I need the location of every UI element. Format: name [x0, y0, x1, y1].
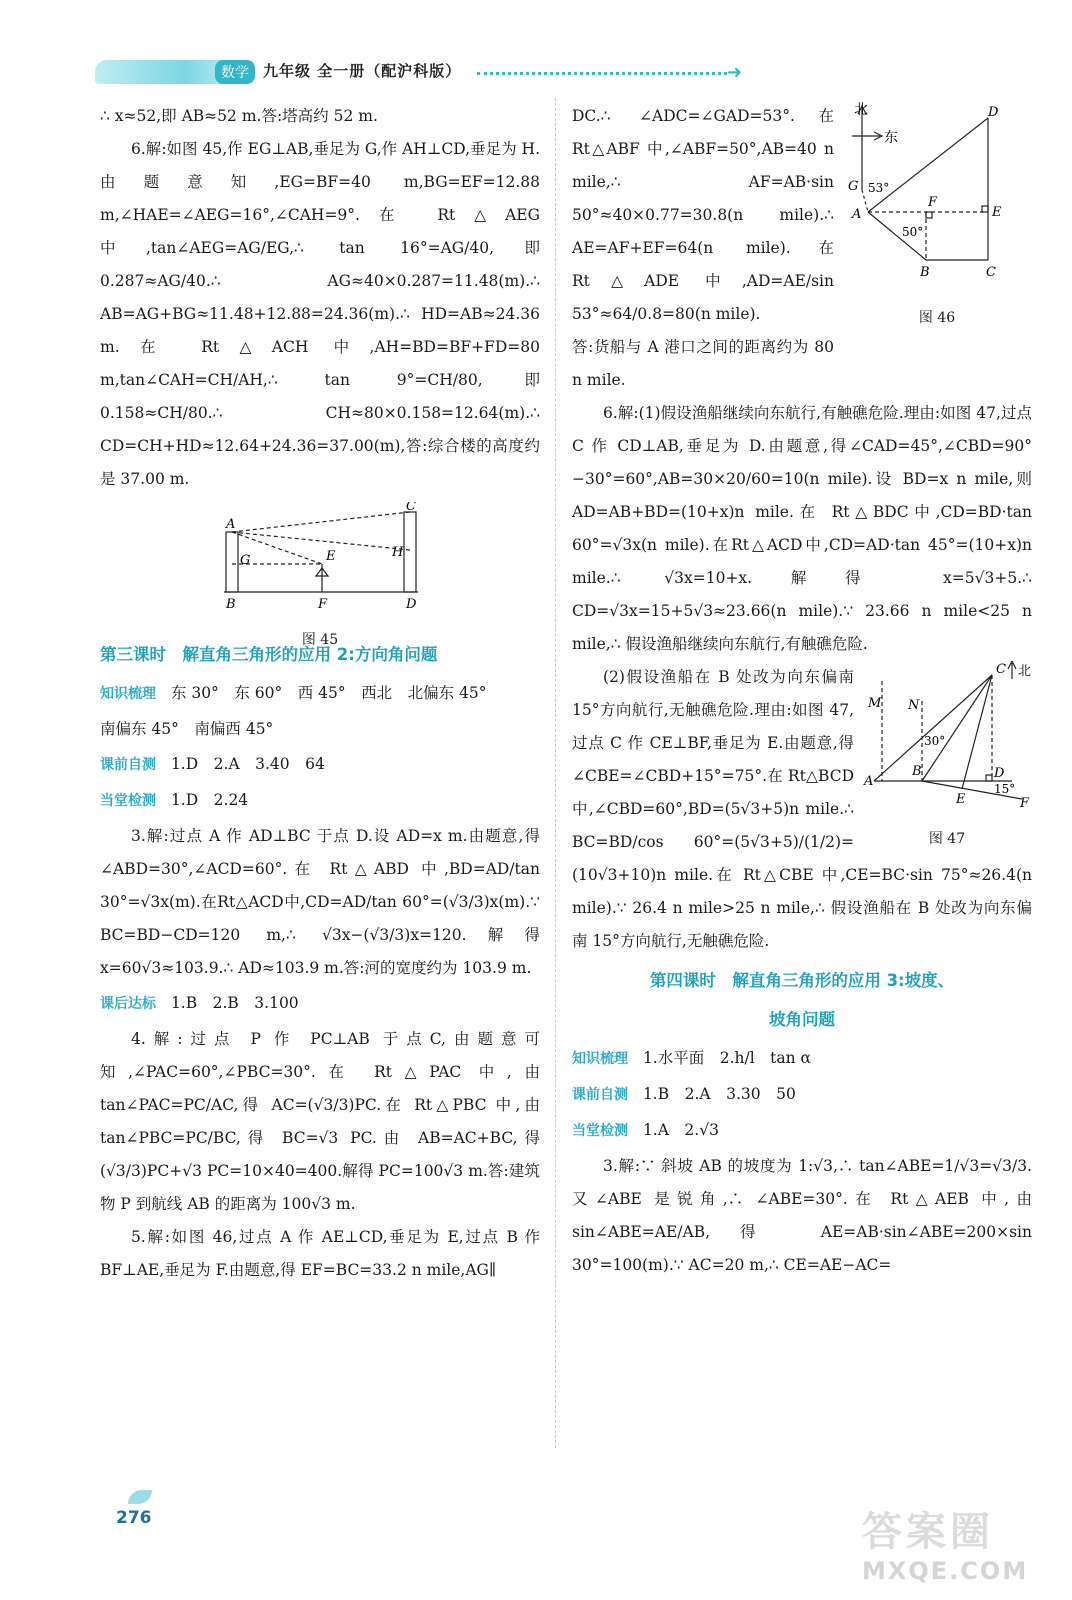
solution-6-part1: 6.解:(1)假设渔船继续向东航行,有触礁危险.理由:如图 47,过点 C 作 CD⊥AB,垂足为 D.由题意,得∠CAD=45°,∠CBD=90°−30°=60°,AB=30×20/60=10(n mile).设 BD=x n mile,则 AD=AB+BD=(10+x)n mile.在 Rt△BDC中,CD=BD·tan 60°=√3x(n mile).在Rt△ACD中,CD=AD·tan 45°=(10+x)n mile.∴ √3x=10+x.解得 x=5√3+5.∴ CD=√3x=15+5√3≈23.66(n mile).∵ 23.66 n mile<25 n mile,∴ 假设渔船继续向东航行,有触礁危险. — [572, 404, 1032, 653]
north-label: 北 — [1018, 664, 1032, 679]
label-D: D — [994, 766, 1005, 781]
left-column — [100, 100, 540, 1287]
label-A: A — [226, 517, 236, 532]
figure-caption: 图 47 — [928, 831, 966, 847]
section-answer: 1.水平面 2.h/l tan α — [642, 1049, 812, 1067]
solution-3-slope: 3.解:∵ 斜坡 AB 的坡度为 1:√3,∴ tan∠ABE=1/√3=√3/3.又∠ABE 是锐角,∴ ∠ABE=30°.在 Rt△AEB 中,由 sin∠ABE=AE/AB,得 AE=AB·sin∠ABE=200×sin 30°=100(m).∵ AC=20 m,∴ CE=AE−AC= — [572, 1157, 1032, 1274]
figure-46 — [842, 100, 1032, 335]
solution-4: 4.解:过点 P 作 PC⊥AB 于点C,由题意可知,∠PAC=60°,∠PBC=30°.在 Rt△PAC 中,由 tan∠PAC=PC/AC,得 AC=(√3/3)PC.在 Rt△PBC 中,由 tan∠PBC=PC/BC,得 BC=√3 PC.由 AB=AC+BC,得(√3/3)PC+√3 PC=10×40=400.解得 PC=100√3 m.答:建筑物 P 到航线 AB 的距离为 100√3 m. — [100, 1030, 540, 1213]
figure-45 — [100, 502, 540, 648]
label-C: C — [996, 662, 1006, 677]
figure-46-diagram — [842, 100, 1032, 290]
leaf-icon — [128, 1490, 152, 1504]
label-C: C — [406, 502, 416, 514]
section-tag: 知识梳理 — [572, 1051, 628, 1067]
page-number: 276 — [116, 1508, 152, 1528]
watermark — [862, 1500, 1052, 1590]
label-B: B — [226, 597, 236, 612]
label-F: F — [318, 597, 328, 612]
label-G: G — [848, 179, 859, 194]
label-H: H — [392, 545, 404, 560]
section-answer: 1.A 2.√3 — [642, 1121, 719, 1139]
section-zsl — [572, 1042, 1032, 1076]
label-E: E — [956, 792, 966, 807]
label-M: M — [868, 696, 882, 711]
label-B: B — [920, 265, 930, 280]
angle-50: 50° — [902, 225, 924, 239]
label-B: B — [912, 764, 922, 779]
page-header — [95, 52, 755, 92]
solution-6-part2: (2)假设渔船在 B 处改为向东偏南 15°方向航行,无触礁危险.理由:如图 47,过点 C 作 CE⊥BF,垂足为 E.由题意,得∠CBE=∠CBD+15°=75°.在 Rt△BCD 中,∠CBD=60°,BD=(5√3+5)n mile.∴ BC=BD/cos 60°=(5√3+5)/(1/2)=(10√3+10)n mile.在 Rt△CBE 中,CE=BC·sin 75°≈26.4(n mile).∵ 26.4 n mile>25 n mile,∴ 假设渔船在 B 处改为向东偏南 15°方向航行,无触礁危险. — [572, 668, 1032, 950]
section-tag: 课前自测 — [572, 1087, 628, 1103]
solution-5-cont: DC.∴ ∠ADC=∠GAD=53°.在 Rt△ABF 中,∠ABF=50°,AB=40 n mile,∴ AF=AB·sin 50°≈40×0.77=30.8(n mile).∴ AE=AF+EF=64(n mile).在 Rt△ADE 中,AD=AE/sin 53°≈64/0.8=80(n mile). — [572, 107, 834, 323]
north-label: 北 — [854, 102, 868, 118]
section-tag: 课前自测 — [100, 757, 156, 773]
section-kqzc — [572, 1078, 1032, 1112]
figure-caption: 图 46 — [918, 310, 956, 326]
label-G: G — [240, 553, 251, 568]
section-answer: 1.D 2.A 3.40 64 — [170, 755, 325, 773]
section-tag: 课后达标 — [100, 996, 156, 1012]
label-F: F — [928, 195, 938, 210]
section-dtjc — [100, 784, 540, 818]
figure-45-diagram — [100, 502, 540, 612]
answer-text: 答:货船与 A 港口之间的距离约为 80 n mile. — [572, 338, 834, 389]
section-tag: 当堂检测 — [100, 793, 156, 809]
section-zsl — [100, 677, 540, 711]
subject-badge: 数学 — [215, 60, 255, 84]
figure-47 — [862, 661, 1032, 856]
angle-30: 30° — [924, 734, 946, 748]
section-tag: 知识梳理 — [100, 686, 156, 702]
label-A: A — [852, 207, 862, 222]
figure-caption: 图 45 — [301, 632, 339, 648]
label-C: C — [986, 265, 996, 280]
watermark-top: 答案圈 — [862, 1509, 994, 1555]
section-answer: 1.B 2.A 3.30 50 — [642, 1085, 796, 1103]
header-dotted-line — [477, 72, 727, 75]
label-E: E — [326, 549, 336, 564]
east-label: 东 — [884, 130, 898, 146]
lesson-title: 第三课时 解直角三角形的应用 2:方向角问题 — [100, 645, 438, 664]
header-title: 九年级 全一册（配沪科版） — [263, 62, 462, 80]
arrow-icon: ➜ — [727, 62, 743, 83]
section-tag: 当堂检测 — [572, 1123, 628, 1139]
label-D: D — [406, 597, 417, 612]
label-A: A — [864, 774, 874, 789]
section-answer: 东 30° 东 60° 西 45° 西北 北偏东 45° — [170, 684, 487, 702]
lesson-title-cont: 坡角问题 — [769, 1010, 835, 1029]
column-divider — [555, 98, 556, 1448]
label-D: D — [988, 105, 999, 120]
solution-6: 6.解:如图 45,作 EG⊥AB,垂足为 G,作 AH⊥CD,垂足为 H.由题意知,EG=BF=40 m,BG=EF=12.88 m,∠HAE=∠AEG=16°,∠CAH=9°.在 Rt△AEG 中,tan∠AEG=AG/EG,∴ tan 16°=AG/40,即 0.287≈AG/40.∴ AG≈40×0.287=11.48(m).∴ AB=AG+BG≈11.48+12.88=24.36(m).∴ HD=AB≈24.36 m.在 Rt△ACH 中,AH=BD=BF+FD=80 m,tan∠CAH=CH/AH,∴ tan 9°=CH/80,即 0.158≈CH/80.∴ CH≈80×0.158=12.64(m).∴ CD=CH+HD≈12.64+24.36=37.00(m),答:综合楼的高度约是 37.00 m. — [100, 140, 540, 488]
answer-text: ∴ x≈52,即 AB≈52 m.答:塔高约 52 m. — [100, 107, 378, 125]
section-zsl-cont: 南偏东 45° 南偏西 45° — [100, 720, 274, 738]
label-N: N — [908, 698, 920, 713]
angle-15: 15° — [994, 782, 1016, 796]
figure-47-diagram — [862, 661, 1032, 811]
section-dtjc — [572, 1114, 1032, 1148]
angle-53: 53° — [868, 181, 890, 195]
solution-5: 5.解:如图 46,过点 A 作 AE⊥CD,垂足为 E,过点 B 作 BF⊥AE,垂足为 F.由题意,得 EF=BC=33.2 n mile,AG∥ — [100, 1228, 540, 1279]
section-answer: 1.B 2.B 3.100 — [170, 994, 299, 1012]
section-kqzc — [100, 748, 540, 782]
solution-3: 3.解:过点 A 作 AD⊥BC 于点 D.设 AD=x m.由题意,得∠ABD=30°,∠ACD=60°.在 Rt△ABD 中,BD=AD/tan 30°=√3x(m).在Rt△ACD中,CD=AD/tan 60°=(√3/3)x(m).∵ BC=BD−CD=120 m,∴ √3x−(√3/3)x=120.解得 x=60√3≈103.9.∴ AD≈103.9 m.答:河的宽度约为 103.9 m. — [100, 827, 540, 977]
watermark-bottom: MXQE.COM — [862, 1557, 1029, 1585]
label-E: E — [992, 205, 1002, 220]
label-F: F — [1020, 796, 1030, 811]
section-answer: 1.D 2.24 — [170, 791, 249, 809]
section-khdb — [100, 987, 540, 1021]
lesson-title: 第四课时 解直角三角形的应用 3:坡度、 — [649, 971, 955, 990]
right-column — [572, 100, 1032, 1282]
